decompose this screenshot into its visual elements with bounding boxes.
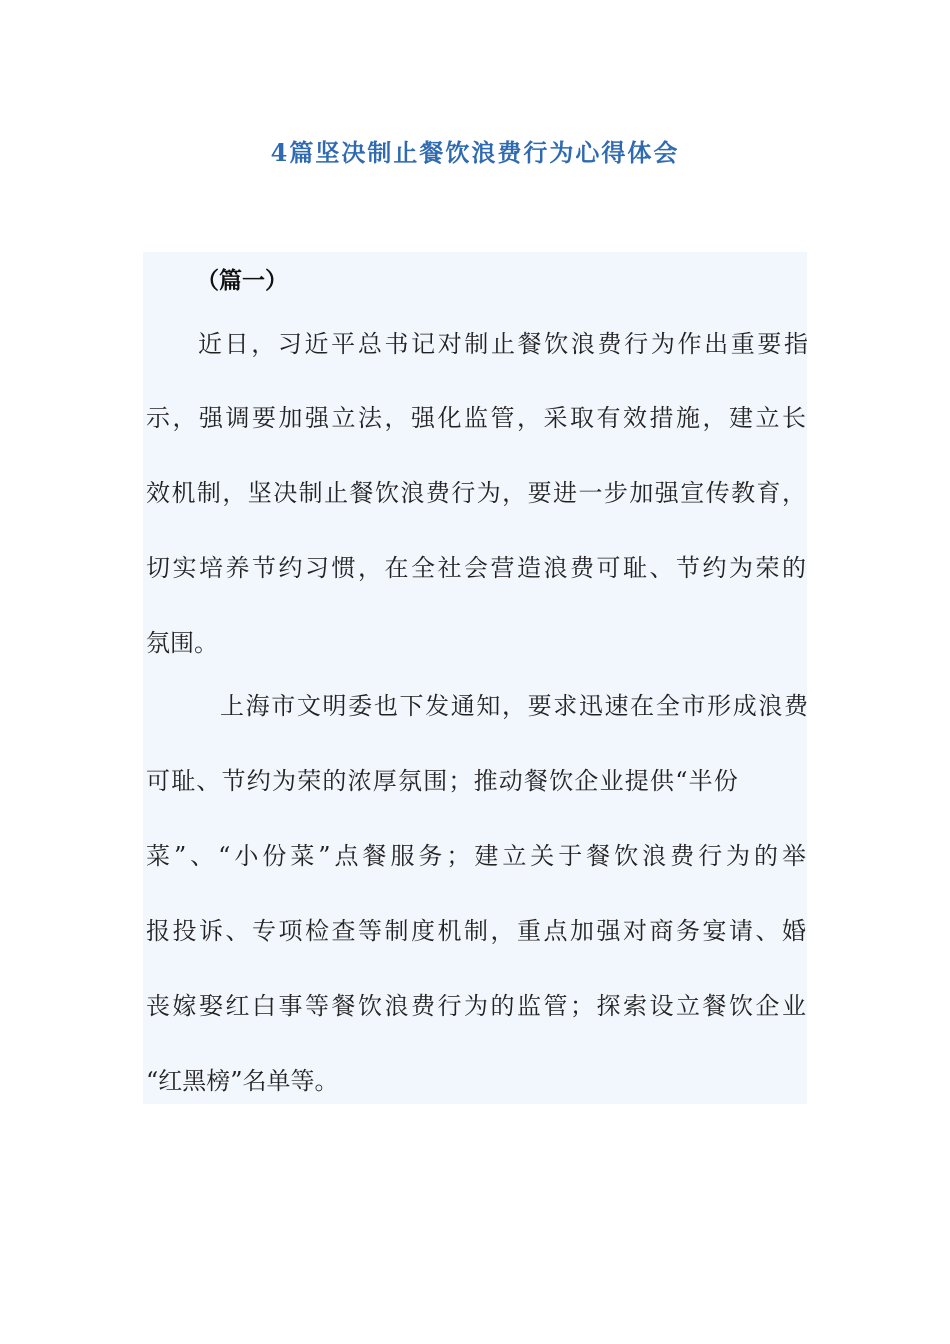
paragraph2-line: 可耻、节约为荣的浓厚氛围；推动餐饮企业提供“半份 bbox=[146, 767, 740, 795]
paragraph2-line: 上海市文明委也下发通知，要求迅速在全市形成浪费 bbox=[220, 692, 808, 720]
document-title: 4篇坚决制止餐饮浪费行为心得体会 bbox=[270, 138, 680, 167]
section-heading: （篇一） bbox=[196, 267, 288, 294]
paragraph1-line: 氛围。 bbox=[146, 629, 218, 657]
paragraph2-line: “红黑榜”名单等。 bbox=[146, 1067, 339, 1095]
paragraph2-line: 报投诉、专项检查等制度机制，重点加强对商务宴请、婚 bbox=[146, 917, 806, 945]
paragraph2-line: 丧嫁娶红白事等餐饮浪费行为的监管；探索设立餐饮企业 bbox=[146, 992, 806, 1020]
paragraph1-line: 示，强调要加强立法，强化监管，采取有效措施，建立长 bbox=[146, 404, 806, 432]
paragraph1-line: 切实培养节约习惯，在全社会营造浪费可耻、节约为荣的 bbox=[146, 554, 806, 582]
paragraph1-line: 效机制，坚决制止餐饮浪费行为，要进一步加强宣传教育， bbox=[146, 479, 806, 507]
paragraph2-line: 菜”、“小份菜”点餐服务；建立关于餐饮浪费行为的举 bbox=[146, 842, 806, 870]
paragraph1-line: 近日，习近平总书记对制止餐饮浪费行为作出重要指 bbox=[198, 330, 808, 358]
highlighted-content-area bbox=[143, 252, 807, 1104]
